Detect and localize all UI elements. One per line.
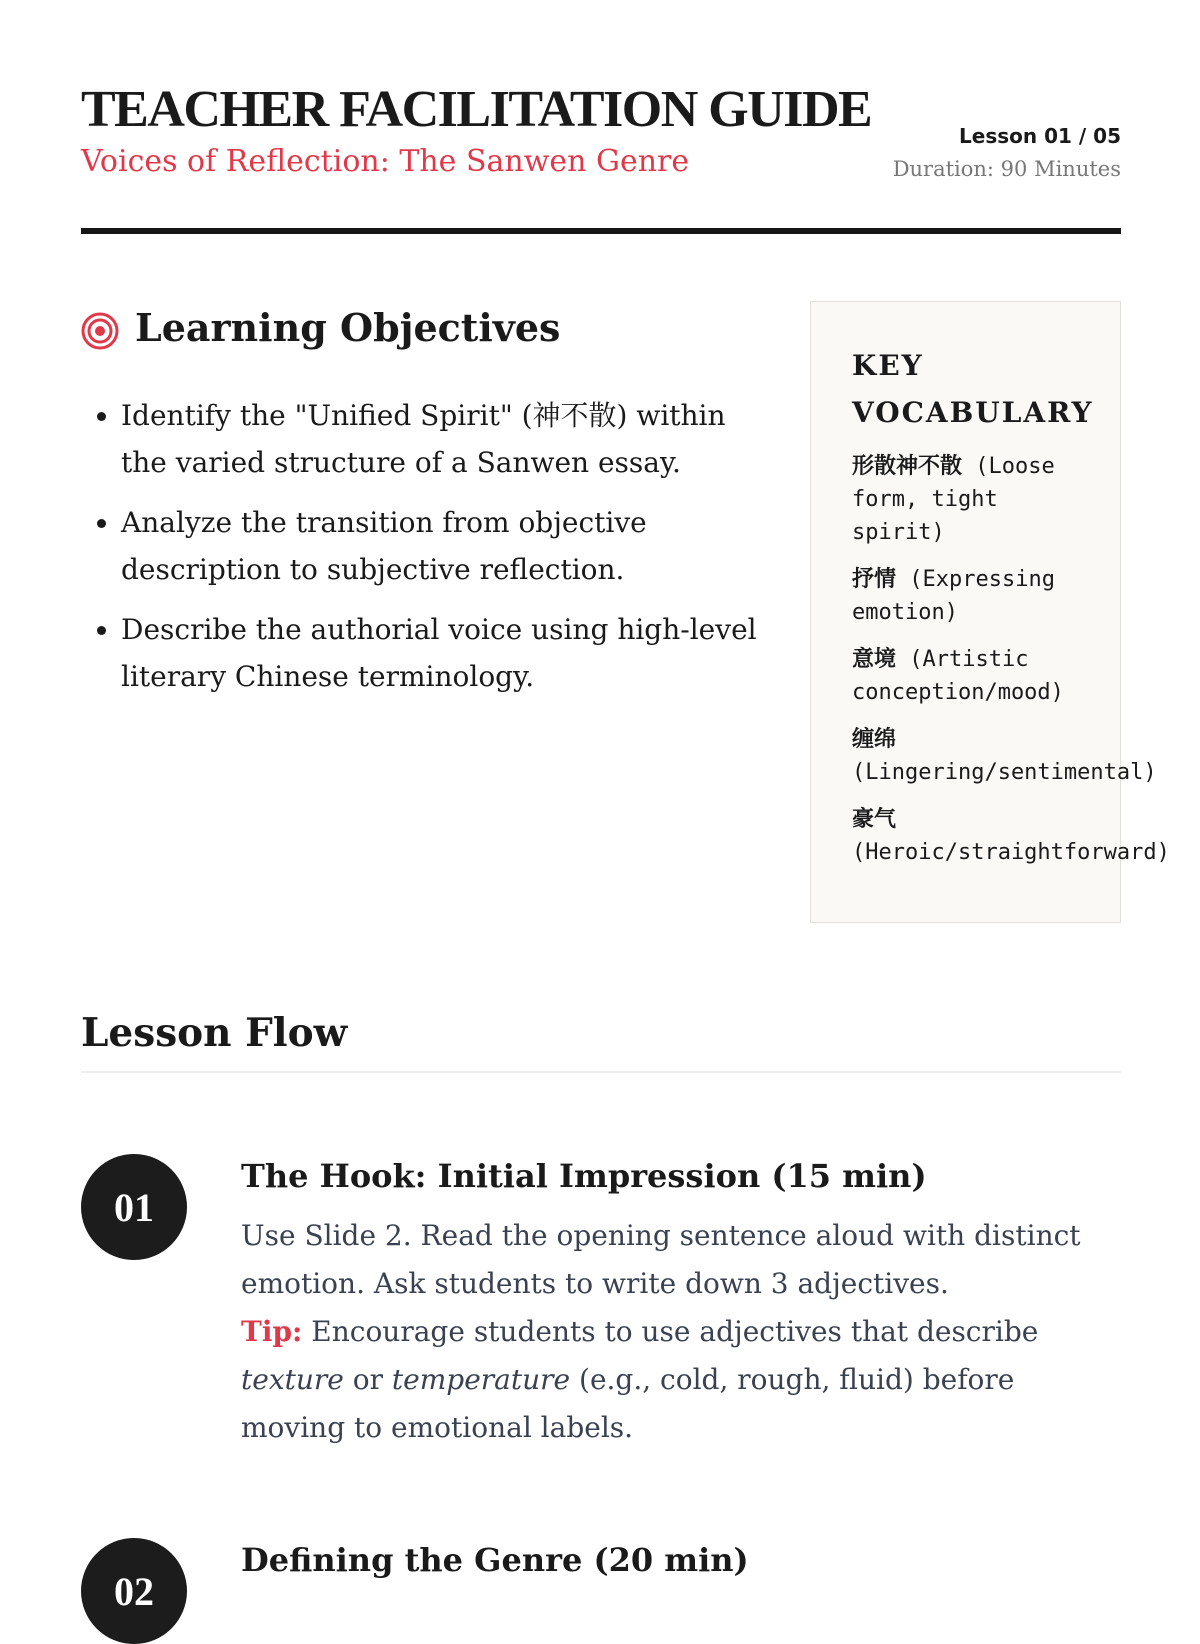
vocabulary-definition: (Artistic conception/mood) xyxy=(852,647,1064,705)
vocabulary-term: 豪气 xyxy=(852,807,897,832)
step-instructions: Use Slide 2. Read the opening sentence aloud with distinct emotion. Ask students to write down 3 adjectives. xyxy=(241,1219,1081,1300)
objective-item: • Describe the authorial voice using high-level literary Chinese terminology. xyxy=(121,606,761,700)
vocabulary-list xyxy=(852,450,1170,869)
step-number-badge: 02 xyxy=(81,1538,187,1644)
key-vocabulary-box xyxy=(810,301,1170,923)
tip-text: (e.g., cold, rough, fluid) before moving to emotional labels. xyxy=(241,1363,1015,1444)
objectives-heading xyxy=(81,300,761,356)
page-title: TEACHER FACILITATION GUIDE xyxy=(81,81,872,138)
vocabulary-definition: (Heroic/straightforward) xyxy=(852,840,1170,865)
lesson-flow-heading: Lesson Flow xyxy=(81,1010,348,1056)
tip-label: Tip: xyxy=(241,1315,303,1348)
objective-item: • Identify the "Unified Spirit" (神不散) within the varied structure of a Sanwen essay. xyxy=(121,392,761,486)
vocabulary-item xyxy=(852,723,1157,789)
step-body xyxy=(241,1538,1101,1582)
lesson-number: Lesson 01 / 05 xyxy=(959,124,1121,148)
learning-objectives-section xyxy=(81,300,761,713)
vocabulary-definition: (Lingering/sentimental) xyxy=(852,760,1157,785)
tip-emphasis: temperature xyxy=(391,1363,571,1396)
vocabulary-item xyxy=(852,803,1170,869)
target-icon xyxy=(81,309,119,347)
objectives-list xyxy=(81,392,761,700)
vocabulary-term: 缠绵 xyxy=(852,727,897,752)
tip-text: Encourage students to use adjectives that describe xyxy=(311,1315,1039,1348)
vocabulary-definition: (Expressing emotion) xyxy=(852,567,1055,625)
vocabulary-item xyxy=(852,563,1082,629)
vocabulary-term: 意境 xyxy=(852,647,897,672)
step-number-badge: 01 xyxy=(81,1154,187,1260)
vocabulary-item xyxy=(852,450,1082,549)
lesson-flow-divider xyxy=(81,1071,1121,1073)
vocabulary-item xyxy=(852,643,1082,709)
vocabulary-term: 形散神不散 xyxy=(852,454,963,479)
objective-item: • Analyze the transition from objective description to subjective reflection. xyxy=(121,499,761,593)
page-header xyxy=(81,80,1121,230)
tip-text: or xyxy=(352,1363,384,1396)
vocabulary-title: KEY VOCABULARY xyxy=(852,349,1094,429)
vocabulary-term: 抒情 xyxy=(852,567,897,592)
step-title: Defining the Genre (20 min) xyxy=(241,1541,749,1579)
vocabulary-definition: (Loose form, tight spirit) xyxy=(852,454,1055,545)
page-subtitle: Voices of Reflection: The Sanwen Genre xyxy=(81,144,690,179)
lesson-duration: Duration: 90 Minutes xyxy=(892,157,1121,181)
step-description xyxy=(241,1212,1101,1452)
header-divider xyxy=(81,228,1121,234)
tip-emphasis: texture xyxy=(241,1363,344,1396)
lesson-meta xyxy=(893,122,1121,184)
objectives-heading-label: Learning Objectives xyxy=(135,305,561,350)
step-body xyxy=(241,1154,1101,1452)
step-title: The Hook: Initial Impression (15 min) xyxy=(241,1157,927,1195)
